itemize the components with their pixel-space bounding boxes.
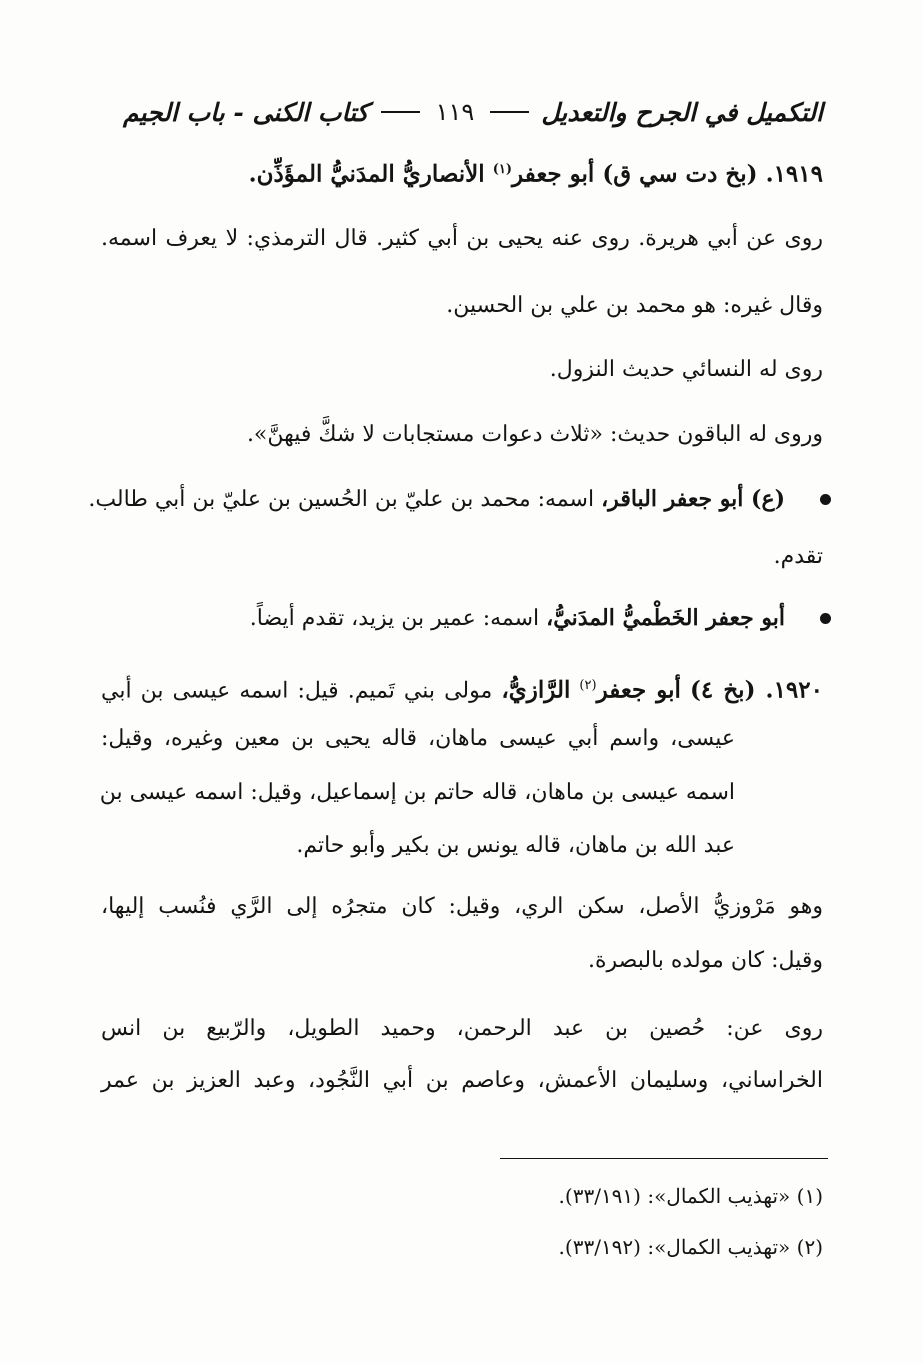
entry-1920-para-line: الخراساني، وسليمان الأعمش، وعاصم بن أبي النَّجُود، وعبد العزيز بن عمر xyxy=(101,1068,823,1093)
bullet-2-head: أبو جعفر الخَطْميُّ المدَنيُّ، xyxy=(546,605,785,631)
entry-1920-para-line: وهو مَرْوزيُّ الأصل، سكن الري، وقيل: كان متجرُه إلى الرَّي فنُسب إليها، xyxy=(101,894,823,919)
entry-1919-number: ١٩١٩. (بخ دت سي ق) xyxy=(602,160,823,188)
bullet-1-head: (ع) أبو جعفر الباقر، xyxy=(601,486,785,512)
entry-1920-hanging-line: اسمه عيسى بن ماهان، قاله حاتم بن إسماعيل، وقيل: اسمه عيسى بن xyxy=(99,780,735,805)
footnote-1: (١) «تهذيب الكمال»: (٣٣/١٩١). xyxy=(558,1184,823,1208)
section-title: كتاب الكنى - باب الجيم xyxy=(122,97,369,127)
entry-1919-line: وروى له الباقون حديث: «ثلاث دعوات مستجابات لا شكَّ فيهنَّ». xyxy=(246,422,823,447)
header-dash xyxy=(381,111,420,113)
entry-1919-nisba: الأنصاريُّ المدَنيُّ المؤَذِّن. xyxy=(248,160,485,188)
entry-1920-nisba: الرَّازيُّ، xyxy=(501,676,571,704)
footnote-ref-1: (١) xyxy=(492,162,512,177)
entry-1920-para-line: وقيل: كان مولده بالبصرة. xyxy=(588,948,823,973)
header-dash xyxy=(490,111,529,113)
entry-1920-text: مولى بني تَميم. قيل: اسمه عيسى بن أبي xyxy=(101,678,493,704)
footnote-ref-2: (٢) xyxy=(579,678,597,693)
entry-1919-heading xyxy=(101,153,823,192)
entry-1919-line: روى له النسائي حديث النزول. xyxy=(549,357,823,382)
entry-1920-hanging-line: عيسى، واسم أبي عيسى ماهان، قاله يحيى بن معين وغيره، وقيل: xyxy=(101,726,735,751)
running-header xyxy=(123,92,823,132)
footnote-2: (٢) «تهذيب الكمال»: (٣٣/١٩٢). xyxy=(558,1235,823,1259)
bullet-2-line xyxy=(101,601,785,636)
bullet-1-line: تقدم. xyxy=(773,544,823,569)
entry-1919-line: روى عن أبي هريرة. روى عنه يحيى بن أبي كثير. قال الترمذي: لا يعرف اسمه. xyxy=(101,226,823,251)
bullet-dot xyxy=(820,494,831,505)
bullet-1-line xyxy=(88,482,785,517)
bullet-dot xyxy=(820,613,831,624)
page-number: ١١٩ xyxy=(435,98,475,126)
book-title: التكميل في الجرح والتعديل xyxy=(541,97,823,127)
entry-1919-line: وقال غيره: هو محمد بن علي بن الحسين. xyxy=(446,293,823,318)
bullet-2-text: اسمه: عمير بن يزيد، تقدم أيضاً. xyxy=(249,606,540,631)
entry-1920-hanging-line: عبد الله بن ماهان، قاله يونس بن بكير وأبو حاتم. xyxy=(296,833,735,858)
entry-1920-name: أبو جعفر xyxy=(596,676,681,704)
entry-1920-number: ١٩٢٠. (بخ ٤) xyxy=(690,676,823,704)
entry-1919-name: أبو جعفر xyxy=(512,160,595,188)
entry-1920-heading xyxy=(101,669,823,708)
entry-1920-para-line: روى عن: حُصين بن عبد الرحمن، وحميد الطويل، والرّبيع بن انس xyxy=(101,1016,823,1041)
footnote-rule xyxy=(500,1158,828,1159)
bullet-1-text: اسمه: محمد بن عليّ بن الحُسين بن عليّ بن أبي طالب. xyxy=(88,487,595,512)
